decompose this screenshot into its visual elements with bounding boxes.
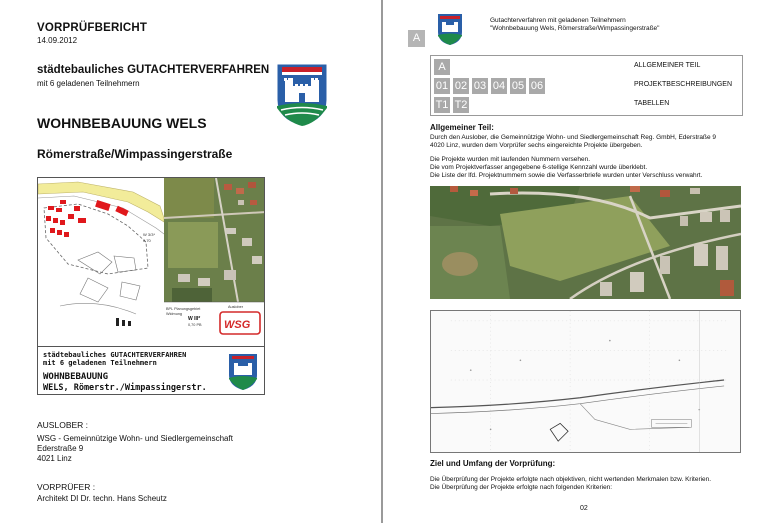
paragraph-line: Die Projekte wurden mit laufenden Nummern versehen. — [430, 156, 591, 163]
auslober-line: Ederstraße 9 — [37, 444, 84, 453]
site-plan-figure — [37, 177, 265, 395]
table-of-contents — [430, 55, 743, 116]
paragraph-line: Die Überprüfung der Projekte erfolgte nach folgenden Kriterien: — [430, 484, 613, 491]
toc-cell[interactable]: A — [434, 59, 450, 75]
left-page — [0, 0, 381, 523]
svg-text:0,70 PB: 0,70 PB — [188, 323, 202, 327]
paragraph-line: 4020 Linz, wurden dem Vorprüfer sechs eingereichte Projekte übergeben. — [430, 142, 643, 149]
coat-of-arms-icon — [275, 62, 329, 128]
toc-cell[interactable]: T1 — [435, 99, 449, 111]
toc-cell[interactable]: 03 — [473, 80, 487, 92]
svg-text:W III*: W III* — [188, 316, 201, 322]
paragraph-line: Die Liste der lfd. Projektnummern sowie die Verfasserbriefe wurden unter Verschluss verwahrt. — [430, 172, 703, 179]
header-line-2: "Wohnbebauung Wels, Römerstraße/Wimpassingerstraße" — [490, 25, 660, 32]
plan-coat-of-arms-icon — [228, 353, 258, 391]
section-heading-general: Allgemeiner Teil: — [430, 123, 494, 132]
auslober-line: 4021 Linz — [37, 454, 72, 463]
toc-cell[interactable]: 05 — [511, 80, 525, 92]
street-names: Römerstraße/Wimpassingerstraße — [37, 147, 233, 161]
right-page — [383, 0, 763, 523]
plan-project-title: WOHNBEBAUUNG — [43, 372, 109, 382]
toc-label-projects[interactable]: PROJEKTBESCHREIBUNGEN — [634, 81, 733, 88]
toc-label-general[interactable]: ALLGEMEINER TEIL — [634, 62, 701, 69]
header-line-1: Gutachterverfahren mit geladenen Teilnehmern — [490, 17, 626, 24]
section-heading-scope: Ziel und Umfang der Vorprüfung: — [430, 459, 556, 468]
plan-competition-subtitle: mit 6 geladenen Teilnehmern — [43, 359, 157, 367]
svg-text:BPL Planungsgebiet: BPL Planungsgebiet — [166, 307, 201, 311]
toc-cell[interactable]: 04 — [492, 80, 506, 92]
report-title: VORPRÜFBERICHT — [37, 22, 148, 34]
vorpruefer-name: Architekt DI Dr. techn. Hans Scheutz — [37, 494, 167, 503]
svg-text:0,70: 0,70 — [143, 238, 151, 243]
toc-cell[interactable]: 02 — [454, 80, 468, 92]
auslober-line: WSG - Gemeinnützige Wohn- und Siedlergemeinschaft — [37, 434, 233, 443]
report-date: 14.09.2012 — [37, 36, 78, 45]
auslober-heading: AUSLOBER : — [37, 420, 89, 430]
plan-project-location: WELS, Römerstr./Wimpassingerstr. — [43, 383, 207, 393]
site-cad-plan — [430, 310, 741, 453]
svg-text:Auslober: Auslober — [228, 305, 243, 309]
plan-title-block — [38, 346, 265, 395]
paragraph-line: Durch den Auslober, die Gemeinnützige Wohn- und Siedlergemeinschaft Reg. GmbH, Ederstraße 9 — [430, 134, 717, 141]
site-plan-drawing — [38, 178, 265, 346]
svg-text:WSG: WSG — [224, 319, 251, 331]
toc-cell[interactable]: 01 — [435, 80, 449, 92]
competition-title: städtebauliches GUTACHTERVERFAHREN — [37, 64, 270, 76]
toc-cell[interactable]: T2 — [454, 99, 468, 111]
project-title: WOHNBEBAUUNG WELS — [37, 115, 207, 131]
svg-text:Widmung: Widmung — [166, 312, 183, 316]
plan-competition-title: städtebauliches GUTACHTERVERFAHREN — [43, 351, 187, 359]
toc-cell[interactable]: 06 — [530, 80, 544, 92]
svg-text:W 3/3*: W 3/3* — [143, 232, 156, 237]
toc-label-tables[interactable]: TABELLEN — [634, 100, 670, 107]
competition-subtitle: mit 6 geladenen Teilnehmern — [37, 79, 140, 88]
section-badge: A — [408, 30, 425, 47]
aerial-photo — [430, 186, 741, 299]
vorpruefer-heading: VORPRÜFER : — [37, 482, 96, 492]
paragraph-line: Die Überprüfung der Projekte erfolgte nach objektiven, nicht wertenden Merkmalen bzw. Kriterien. — [430, 476, 712, 483]
header-coat-of-arms-icon — [437, 13, 463, 46]
paragraph-line: Die vom Projektverfasser angegebene 6-stellige Kennzahl wurde überklebt. — [430, 164, 648, 171]
page-number: 02 — [580, 505, 588, 512]
